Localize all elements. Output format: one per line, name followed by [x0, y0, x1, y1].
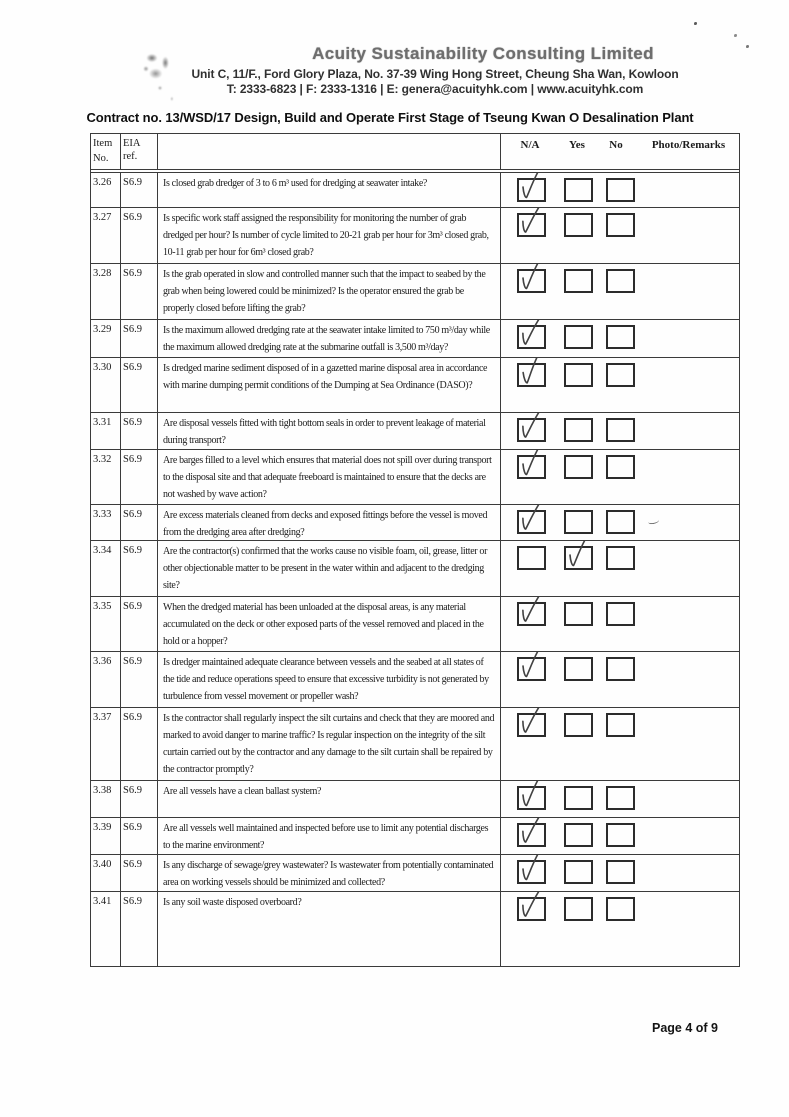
na-checkbox[interactable]: [517, 713, 546, 737]
na-checkbox[interactable]: [517, 657, 546, 681]
na-checkbox[interactable]: [517, 363, 546, 387]
na-checkbox[interactable]: [517, 546, 546, 570]
answer-cell: [501, 855, 739, 891]
checklist-row: [91, 358, 739, 413]
checklist-row: [91, 264, 739, 320]
check-mark-icon: [511, 413, 556, 448]
letterhead: [150, 44, 720, 96]
checklist-row: [91, 450, 739, 505]
question-text: Is any soil waste disposed overboard?: [158, 892, 501, 966]
no-checkbox[interactable]: [606, 546, 635, 570]
checklist-row: [91, 541, 739, 597]
na-checkbox[interactable]: [517, 786, 546, 810]
checklist-row: [91, 597, 739, 652]
checklist-row: [91, 413, 739, 450]
yes-checkbox[interactable]: [564, 363, 593, 387]
check-mark-icon: [512, 652, 554, 686]
check-mark-icon: [511, 505, 556, 540]
item-no: 3.37: [91, 708, 121, 780]
yes-checkbox[interactable]: [564, 213, 593, 237]
header-question: [158, 134, 501, 169]
header-answers: [501, 134, 739, 169]
answer-cell: [501, 264, 739, 319]
check-mark-icon: [512, 781, 554, 815]
page-number: Page 4 of 9: [652, 1021, 718, 1035]
na-checkbox[interactable]: [517, 213, 546, 237]
no-checkbox[interactable]: [606, 418, 635, 442]
question-text: Are excess materials cleaned from decks and exposed fittings before the vessel is moved from the dredging area after dredging?: [158, 505, 501, 540]
na-checkbox[interactable]: [517, 602, 546, 626]
eia-ref: S6.9: [121, 413, 158, 449]
answer-cell: [501, 413, 739, 449]
item-no: 3.31: [91, 413, 121, 449]
company-address: Unit C, 11/F., Ford Glory Plaza, No. 37-39 Wing Hong Street, Cheung Sha Wan, Kowloon: [191, 67, 679, 81]
question-text: Is any discharge of sewage/grey wastewater? Is wastewater from potentially contaminated area on working vessels should be minimized and collected?: [158, 855, 501, 891]
no-checkbox[interactable]: [606, 897, 635, 921]
yes-checkbox[interactable]: [564, 510, 593, 534]
check-mark-icon: [511, 208, 556, 243]
na-checkbox[interactable]: [517, 860, 546, 884]
answer-cell: [501, 708, 739, 780]
na-checkbox[interactable]: [517, 510, 546, 534]
company-contact: T: 2333-6823 | F: 2333-1316 | E: genera@acuityhk.com | www.acuityhk.com: [226, 82, 644, 96]
item-no: 3.39: [91, 818, 121, 854]
answer-cell: [501, 320, 739, 357]
yes-checkbox[interactable]: [564, 602, 593, 626]
item-no: 3.26: [91, 173, 121, 207]
eia-ref: S6.9: [121, 541, 158, 596]
question-text: Is closed grab dredger of 3 to 6 m³ used for dredging at seawater intake?: [158, 173, 501, 207]
checklist-row: [91, 855, 739, 892]
question-text: Are disposal vessels fitted with tight bottom seals in order to prevent leakage of material during transport?: [158, 413, 501, 449]
eia-ref: S6.9: [121, 855, 158, 891]
question-text: Is dredged marine sediment disposed of in a gazetted marine disposal area in accordance with marine dumping permit conditions of the Dumping at Sea Ordinance (DASO)?: [158, 358, 501, 412]
eia-ref: S6.9: [121, 892, 158, 966]
na-checkbox[interactable]: [517, 178, 546, 202]
eia-ref: S6.9: [121, 358, 158, 412]
eia-ref: S6.9: [121, 708, 158, 780]
yes-checkbox[interactable]: [564, 325, 593, 349]
yes-checkbox[interactable]: [564, 269, 593, 293]
na-checkbox[interactable]: [517, 325, 546, 349]
answer-cell: [501, 818, 739, 854]
item-no: 3.27: [91, 208, 121, 263]
answer-cell: [501, 541, 739, 596]
answer-cell: [501, 892, 739, 966]
question-text: When the dredged material has been unloaded at the disposal areas, is any material accumulated on the deck or other exposed parts of the vessel removed and placed in the hold or a hopper?: [158, 597, 501, 651]
check-mark-icon: [511, 358, 555, 393]
scan-speck: [694, 22, 697, 25]
checklist-row: [91, 652, 739, 708]
no-checkbox[interactable]: [606, 325, 635, 349]
checklist-row: [91, 818, 739, 855]
no-checkbox[interactable]: [606, 657, 635, 681]
question-text: Is the grab operated in slow and controlled manner such that the impact to seabed by the grab when being lowered could be minimized? Is the operator ensured the grab be properly closed before lifting the grab?: [158, 264, 501, 319]
item-no: 3.29: [91, 320, 121, 357]
answer-cell: [501, 781, 739, 817]
question-text: Is dredger maintained adequate clearance between vessels and the seabed at all states of the tide and reduce operations speed to ensure that excessive turbidity is not generated by turbulence from vessel movement or propeller wash?: [158, 652, 501, 707]
na-checkbox[interactable]: [517, 823, 546, 847]
question-text: Is specific work staff assigned the responsibility for monitoring the number of grab dredged per hour? Is number of cycle limited to 20-21 grab per hour for 3m³ closed grab, 10-11 grab per hour for 6m³ closed grab?: [158, 208, 501, 263]
header-yes: Yes: [569, 139, 585, 151]
item-no: 3.36: [91, 652, 121, 707]
eia-ref: S6.9: [121, 208, 158, 263]
answer-cell: [501, 208, 739, 263]
no-checkbox[interactable]: [606, 213, 635, 237]
no-checkbox[interactable]: [606, 602, 635, 626]
yes-checkbox[interactable]: [564, 178, 593, 202]
question-text: Are all vessels have a clean ballast system?: [158, 781, 501, 817]
answer-cell: [501, 358, 739, 412]
eia-ref: S6.9: [121, 173, 158, 207]
question-text: Are the contractor(s) confirmed that the works cause no visible foam, oil, grease, litter or other objectionable matter to be present in the water within and adjacent to the dredging site?: [158, 541, 501, 596]
eia-ref: S6.9: [121, 597, 158, 651]
yes-checkbox[interactable]: [564, 418, 593, 442]
check-mark-icon: [511, 320, 556, 355]
item-no: 3.34: [91, 541, 121, 596]
header-na: N/A: [520, 139, 540, 151]
no-checkbox[interactable]: [606, 455, 635, 479]
check-mark-icon: [512, 264, 554, 298]
no-checkbox[interactable]: [606, 823, 635, 847]
item-no: 3.35: [91, 597, 121, 651]
answer-cell: [501, 505, 739, 540]
no-checkbox[interactable]: [606, 269, 635, 293]
checklist-table: [90, 133, 740, 967]
item-no: 3.30: [91, 358, 121, 412]
checklist-row: [91, 173, 739, 208]
checklist-row: [91, 781, 739, 818]
check-mark-icon: [511, 818, 556, 853]
checklist-row: [91, 320, 739, 358]
table-header-row: [91, 134, 739, 173]
no-checkbox[interactable]: [606, 713, 635, 737]
yes-checkbox[interactable]: [564, 546, 593, 570]
na-checkbox[interactable]: [517, 269, 546, 293]
answer-cell: [501, 173, 739, 207]
item-no: 3.32: [91, 450, 121, 504]
eia-ref: S6.9: [121, 264, 158, 319]
question-text: Is the maximum allowed dredging rate at the seawater intake limited to 750 m³/day while the maximum allowed dredging rate at the submarine outfall is 3,500 m³/day?: [158, 320, 501, 357]
checklist-row: [91, 505, 739, 541]
no-checkbox[interactable]: [606, 363, 635, 387]
item-no: 3.28: [91, 264, 121, 319]
yes-checkbox[interactable]: [564, 897, 593, 921]
header-eia-ref: EIA ref.: [121, 134, 158, 169]
question-text: Are all vessels well maintained and inspected before use to limit any potential discharges to the marine environment?: [158, 818, 501, 854]
eia-ref: S6.9: [121, 818, 158, 854]
no-checkbox[interactable]: [606, 510, 635, 534]
check-mark-icon: [511, 708, 556, 743]
header-photo-remarks: Photo/Remarks: [651, 139, 726, 151]
answer-cell: [501, 597, 739, 651]
item-no: 3.41: [91, 892, 121, 966]
check-mark-icon: [512, 173, 554, 207]
eia-ref: S6.9: [121, 450, 158, 504]
company-name: Acuity Sustainability Consulting Limited: [312, 44, 654, 63]
yes-checkbox[interactable]: [564, 823, 593, 847]
item-no: 3.38: [91, 781, 121, 817]
question-text: Is the contractor shall regularly inspect the silt curtains and check that they are moored and marked to avoid danger to marine traffic? Is regular inspection on the integrity of the silt curtain carried out by the contractor and any damage to the silt curtain shall be repaired by the contractor promptly?: [158, 708, 501, 780]
document-title: Contract no. 13/WSD/17 Design, Build and Operate First Stage of Tseung Kwan O Desalination Plant: [86, 110, 694, 125]
na-checkbox[interactable]: [517, 418, 546, 442]
answer-cell: [501, 450, 739, 504]
no-checkbox[interactable]: [606, 178, 635, 202]
check-mark-icon: [511, 597, 556, 632]
header-item-no: Item No.: [91, 134, 121, 169]
na-checkbox[interactable]: [517, 897, 546, 921]
check-mark-icon: [512, 855, 554, 889]
yes-checkbox[interactable]: [564, 860, 593, 884]
eia-ref: S6.9: [121, 781, 158, 817]
item-no: 3.40: [91, 855, 121, 891]
header-no: No: [609, 139, 623, 151]
item-no: 3.33: [91, 505, 121, 540]
eia-ref: S6.9: [121, 320, 158, 357]
checklist-row: [91, 892, 739, 966]
scan-speck: [734, 34, 737, 37]
no-checkbox[interactable]: [606, 786, 635, 810]
no-checkbox[interactable]: [606, 860, 635, 884]
yes-checkbox[interactable]: [564, 786, 593, 810]
checklist-row: [91, 208, 739, 264]
yes-checkbox[interactable]: [564, 455, 593, 479]
eia-ref: S6.9: [121, 505, 158, 540]
check-mark-icon: [511, 892, 556, 927]
check-mark-icon: [512, 450, 554, 484]
na-checkbox[interactable]: [517, 455, 546, 479]
checklist-row: [91, 708, 739, 781]
answer-cell: [501, 652, 739, 707]
check-mark-icon: [559, 541, 601, 575]
eia-ref: S6.9: [121, 652, 158, 707]
table-body: [91, 173, 739, 966]
question-text: Are barges filled to a level which ensures that material does not spill over during transport to the disposal site and that adequate freeboard is maintained to ensure that the decks are not washed by wave action?: [158, 450, 501, 504]
yes-checkbox[interactable]: [564, 657, 593, 681]
yes-checkbox[interactable]: [564, 713, 593, 737]
